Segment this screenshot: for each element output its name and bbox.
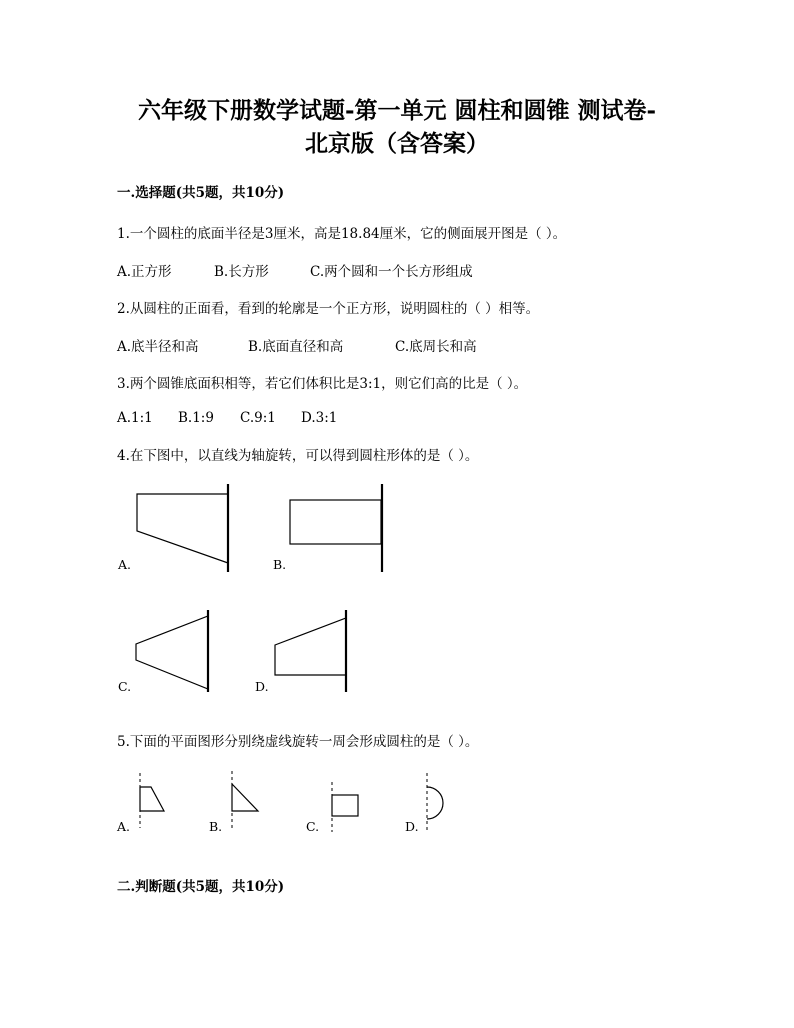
figure-4c-label[interactable]: C. [118, 679, 132, 694]
q2-option-c[interactable]: C.底周长和高 [395, 339, 477, 355]
figure-4d-label[interactable]: D. [255, 679, 269, 694]
title-line-1: 六年级下册数学试题-第一单元 圆柱和圆锥 测试卷- [137, 97, 657, 124]
q1-option-b[interactable]: B.长方形 [214, 264, 269, 280]
section-heading-choice: 一.选择题(共5题，共10分) [117, 185, 285, 201]
q3-option-d[interactable]: D.3:1 [301, 410, 338, 426]
q3-option-c[interactable]: C.9:1 [240, 410, 276, 426]
question-4-text: 4.在下图中，以直线为轴旋转，可以得到圆柱形体的是（ ）。 [117, 448, 479, 464]
question-2-text: 2.从圆柱的正面看，看到的轮廓是一个正方形，说明圆柱的（ ）相等。 [117, 301, 540, 317]
q1-option-c[interactable]: C.两个圆和一个长方形组成 [310, 264, 473, 280]
figure-4b-label[interactable]: B. [273, 557, 287, 572]
figure-5d-label[interactable]: D. [405, 819, 419, 834]
question-5-text: 5.下面的平面图形分别绕虚线旋转一周会形成圆柱的是（ ）。 [117, 734, 479, 750]
figure-5b [232, 771, 258, 828]
question-1-text: 1.一个圆柱的底面半径是3厘米，高是18.84厘米，它的侧面展开图是（ ）。 [117, 226, 567, 242]
figure-5c [332, 782, 358, 832]
title-line-2: 北京版（含答案） [305, 130, 489, 157]
figure-5a-label[interactable]: A. [117, 819, 131, 834]
q1-option-a[interactable]: A.正方形 [117, 264, 172, 280]
figure-5c-label[interactable]: C. [306, 819, 320, 834]
q2-option-b[interactable]: B.底面直径和高 [248, 339, 344, 355]
figure-5a [140, 773, 164, 828]
q2-option-a[interactable]: A.底半径和高 [117, 339, 199, 355]
q3-option-a[interactable]: A.1:1 [117, 410, 153, 426]
section-heading-judgement: 二.判断题(共5题，共10分) [117, 879, 285, 895]
figure-5d [427, 773, 443, 830]
q3-option-b[interactable]: B.1:9 [178, 410, 214, 426]
figure-4a-label[interactable]: A. [118, 557, 132, 572]
figure-5b-label[interactable]: B. [209, 819, 223, 834]
question-3-text: 3.两个圆锥底面积相等，若它们体积比是3:1，则它们高的比是（ ）。 [117, 376, 528, 392]
